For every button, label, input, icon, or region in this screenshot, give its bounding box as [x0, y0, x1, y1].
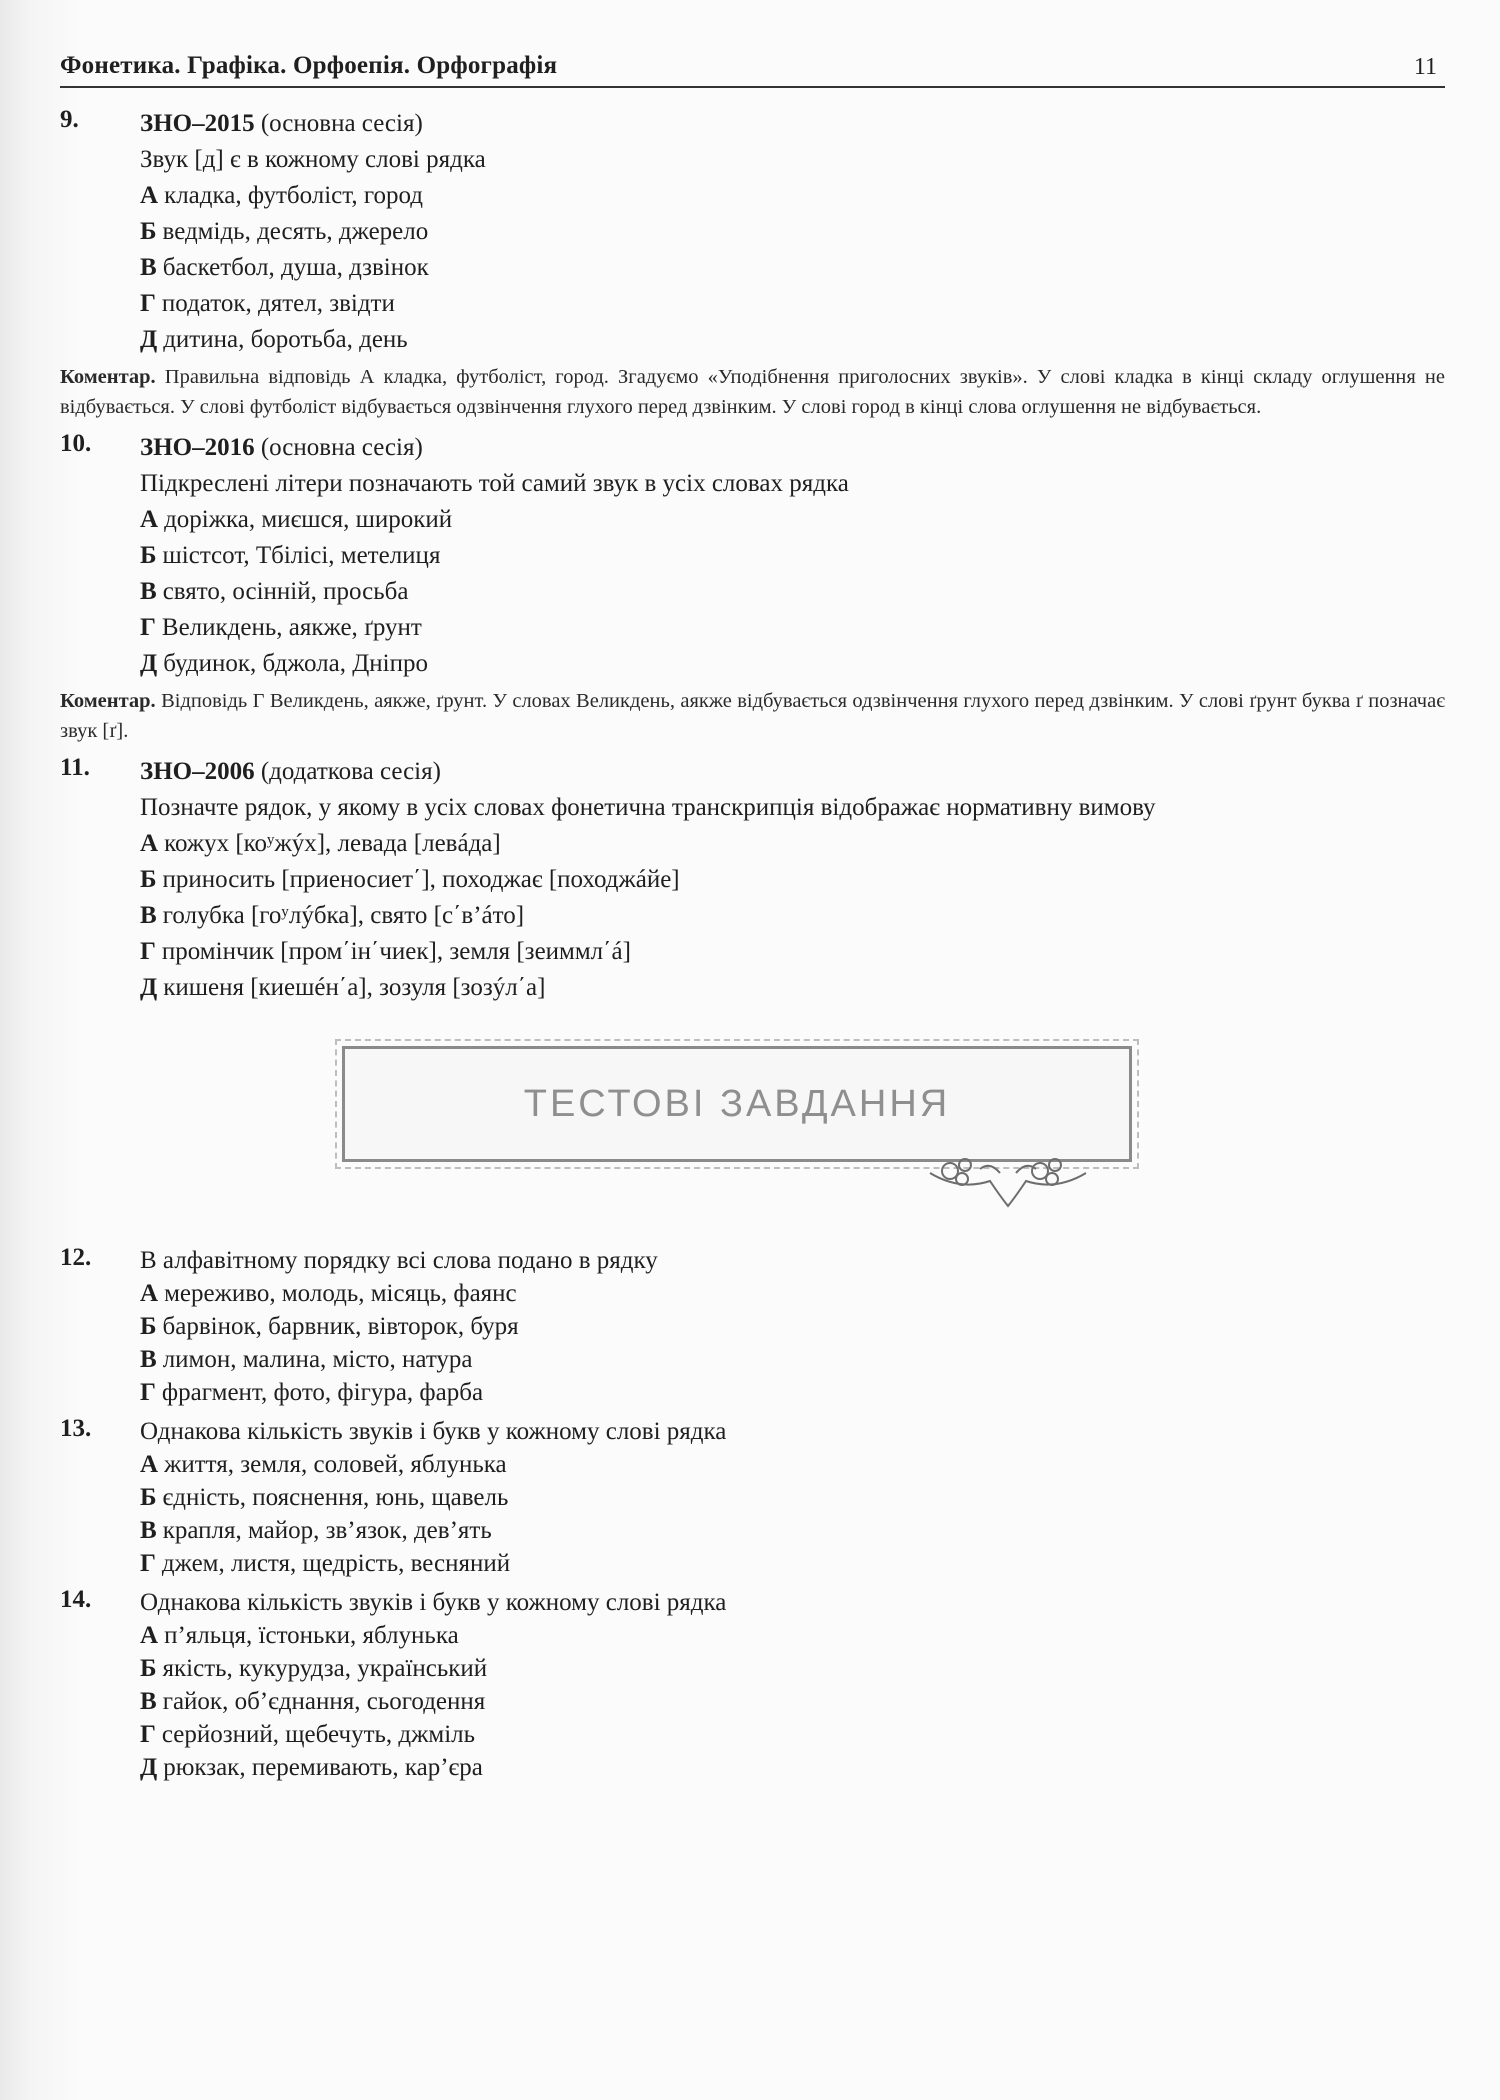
- task-question: Позначте рядок, у якому в усіх словах фонетична транскрипція відображає нормативну вимову: [140, 794, 1156, 821]
- option-v: [140, 1514, 1445, 1547]
- option-text: життя, земля, соловей, яблунька: [164, 1451, 507, 1478]
- option-text: кожух [коʸжýх], левада [левáда]: [164, 830, 501, 857]
- option-text: доріжка, миєшся, широкий: [164, 506, 453, 533]
- option-letter: А: [140, 1622, 159, 1649]
- option-g: [140, 1547, 1445, 1580]
- task-comment: [60, 686, 1445, 746]
- task-question: Підкреслені літери позначають той самий звук в усіх словах рядка: [140, 470, 849, 497]
- option-b: [140, 1481, 1445, 1514]
- option-letter: А: [140, 182, 159, 209]
- task-11: [60, 754, 1445, 1006]
- option-letter: А: [140, 506, 159, 533]
- option-text: рюкзак, перемивають, кар’єра: [163, 1754, 483, 1781]
- option-letter: Г: [140, 290, 156, 317]
- option-b: [140, 214, 1445, 250]
- option-letter: В: [140, 902, 157, 929]
- task-number: 9.: [60, 106, 79, 133]
- option-text: фрагмент, фото, фігура, фарба: [161, 1379, 484, 1406]
- option-g: [140, 1718, 1445, 1751]
- exam-year: ЗНО–2006: [140, 758, 255, 785]
- option-letter: Б: [140, 542, 157, 569]
- exam-session: (основна сесія): [260, 434, 423, 461]
- option-letter: А: [140, 1280, 159, 1307]
- option-v: [140, 898, 1445, 934]
- comment-label: Коментар.: [60, 690, 156, 712]
- option-v: [140, 1685, 1445, 1718]
- option-v: [140, 574, 1445, 610]
- option-letter: Б: [140, 866, 157, 893]
- option-letter: В: [140, 254, 157, 281]
- option-a: [140, 826, 1445, 862]
- option-text: джем, листя, щедрість, весняний: [161, 1550, 511, 1577]
- option-d: [140, 646, 1445, 682]
- task-14: [60, 1586, 1445, 1784]
- option-letter: Г: [140, 938, 156, 965]
- task-source: [140, 754, 1445, 790]
- option-letter: В: [140, 1688, 157, 1715]
- option-letter: Б: [140, 1313, 157, 1340]
- task-comment: [60, 362, 1445, 422]
- option-letter: Г: [140, 1721, 156, 1748]
- option-letter: Б: [140, 1484, 157, 1511]
- exam-session: (основна сесія): [260, 110, 423, 137]
- option-v: [140, 250, 1445, 286]
- exam-year: ЗНО–2015: [140, 110, 255, 137]
- option-text: промінчик [пром΄ін΄чиек], земля [зеиммл΄á]: [161, 938, 631, 965]
- option-letter: В: [140, 1346, 157, 1373]
- option-text: єдність, пояснення, юнь, щавель: [162, 1484, 509, 1511]
- page-number: 11: [1413, 54, 1437, 80]
- option-text: п’яльця, їстоньки, яблунька: [164, 1622, 459, 1649]
- section-banner: [60, 1046, 1445, 1216]
- option-letter: Б: [140, 218, 157, 245]
- option-text: будинок, бджола, Дніпро: [163, 650, 428, 677]
- option-text: свято, осінній, просьба: [162, 578, 409, 605]
- option-text: крапля, майор, зв’язок, дев’ять: [162, 1517, 492, 1544]
- option-letter: В: [140, 1517, 157, 1544]
- option-b: [140, 538, 1445, 574]
- option-text: баскетбол, душа, дзвінок: [162, 254, 429, 281]
- option-v: [140, 1343, 1445, 1376]
- option-b: [140, 1310, 1445, 1343]
- comment-text: Відповідь Г Великдень, аякже, ґрунт. У словах Великдень, аякже відбувається одзвінчення глухого перед дзвінким. У слові ґрунт буква ґ позначає звук [ґ].: [60, 690, 1446, 742]
- option-text: голубка [гоʸлýбка], свято [с΄в’áто]: [162, 902, 525, 929]
- task-12: [60, 1244, 1445, 1409]
- option-text: приносить [приеносиет΄], походжає [походжáйе]: [162, 866, 680, 893]
- comment-label: Коментар.: [60, 366, 156, 388]
- option-d: [140, 970, 1445, 1006]
- comment-text: Правильна відповідь А кладка, футболіст, город. Згадуємо «Уподібнення приголосних звуків». У слові кладка в кінці складу оглушення не відбувається. У слові футболіст відбувається одзвінчення глухого перед дзвінким. У слові город в кінці слова оглушення не відбувається.: [60, 366, 1446, 418]
- task-10: [60, 430, 1445, 746]
- test-tasks: [60, 1244, 1445, 1784]
- option-letter: А: [140, 1451, 159, 1478]
- option-letter: А: [140, 830, 159, 857]
- task-source: [140, 430, 1445, 466]
- page-header: [60, 52, 1445, 88]
- task-question: Звук [д] є в кожному слові рядка: [140, 146, 486, 173]
- task-number: 11.: [60, 754, 90, 781]
- task-question: Однакова кількість звуків і букв у кожному слові рядка: [140, 1418, 727, 1445]
- flourish-ornament-icon: [920, 1151, 1100, 1211]
- task-number: 13.: [60, 1415, 92, 1442]
- option-letter: Д: [140, 650, 158, 677]
- option-a: [140, 1277, 1445, 1310]
- option-text: податок, дятел, звідти: [161, 290, 395, 317]
- option-a: [140, 502, 1445, 538]
- option-d: [140, 1751, 1445, 1784]
- option-a: [140, 1619, 1445, 1652]
- exam-year: ЗНО–2016: [140, 434, 255, 461]
- exam-session: (додаткова сесія): [260, 758, 441, 785]
- option-text: Великдень, аякже, ґрунт: [161, 614, 422, 641]
- option-a: [140, 1448, 1445, 1481]
- option-text: кладка, футболіст, город: [164, 182, 423, 209]
- header-title: Фонетика. Графіка. Орфоепія. Орфографія: [60, 52, 558, 79]
- option-b: [140, 862, 1445, 898]
- task-question: Однакова кількість звуків і букв у кожному слові рядка: [140, 1589, 727, 1616]
- option-letter: Г: [140, 1379, 156, 1406]
- option-text: шістсот, Тбілісі, метелиця: [162, 542, 441, 569]
- task-13: [60, 1415, 1445, 1580]
- task-number: 10.: [60, 430, 92, 457]
- option-text: кишеня [киешéн΄а], зозуля [зозýл΄а]: [163, 974, 546, 1001]
- task-number: 14.: [60, 1586, 92, 1613]
- task-source: [140, 106, 1445, 142]
- task-number: 12.: [60, 1244, 92, 1271]
- task-question: В алфавітному порядку всі слова подано в рядку: [140, 1247, 658, 1274]
- option-g: [140, 286, 1445, 322]
- banner-frame: [342, 1046, 1132, 1162]
- option-d: [140, 322, 1445, 358]
- option-text: ведмідь, десять, джерело: [162, 218, 429, 245]
- option-letter: Д: [140, 326, 158, 353]
- option-text: дитина, боротьба, день: [163, 326, 408, 353]
- option-a: [140, 178, 1445, 214]
- option-letter: Г: [140, 614, 156, 641]
- option-letter: В: [140, 578, 157, 605]
- option-g: [140, 934, 1445, 970]
- option-letter: Д: [140, 974, 158, 1001]
- option-text: якість, кукурудза, український: [162, 1655, 488, 1682]
- option-text: барвінок, барвник, вівторок, буря: [162, 1313, 519, 1340]
- option-g: [140, 1376, 1445, 1409]
- banner-title: ТЕСТОВІ ЗАВДАННЯ: [523, 1082, 951, 1125]
- task-9: [60, 106, 1445, 422]
- option-letter: Д: [140, 1754, 158, 1781]
- option-letter: Г: [140, 1550, 156, 1577]
- option-text: серйозний, щебечуть, джміль: [161, 1721, 476, 1748]
- option-text: гайок, об’єднання, сьогодення: [162, 1688, 486, 1715]
- option-b: [140, 1652, 1445, 1685]
- option-g: [140, 610, 1445, 646]
- option-text: лимон, малина, місто, натура: [162, 1346, 473, 1373]
- option-letter: Б: [140, 1655, 157, 1682]
- option-text: мереживо, молодь, місяць, фаянс: [164, 1280, 517, 1307]
- page-content: [60, 106, 1445, 1790]
